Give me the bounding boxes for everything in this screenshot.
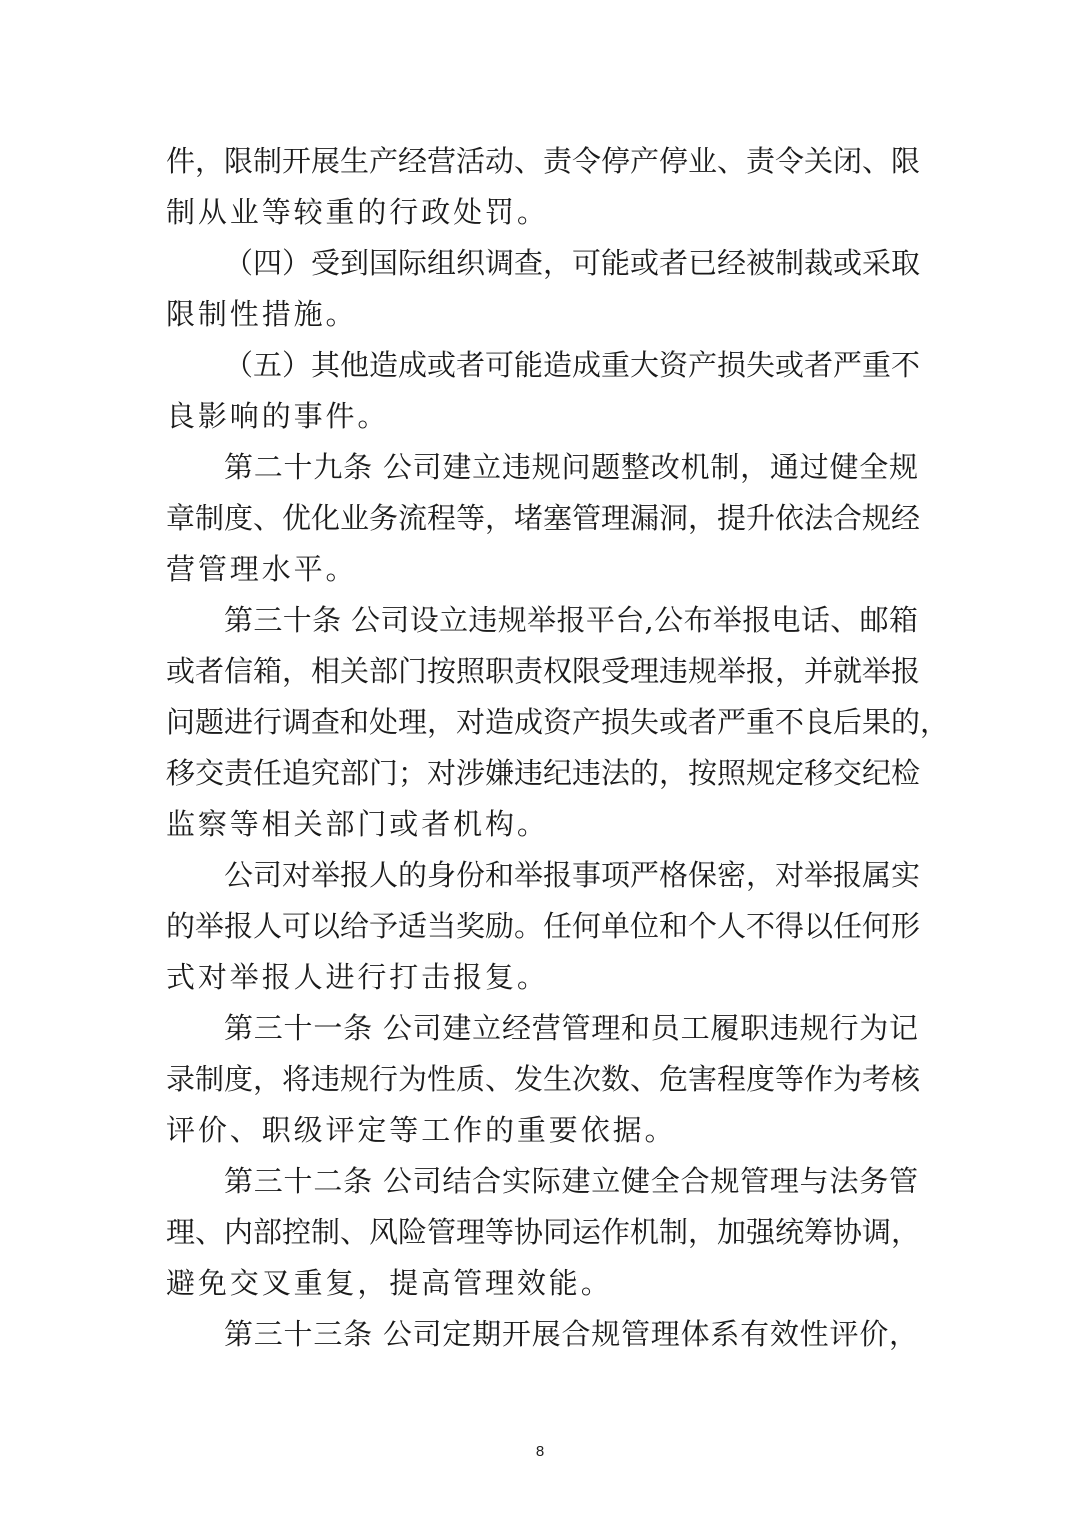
text-line-24: 第三十三条 公司定期开展合规管理体系有效性评价， <box>224 1317 918 1351</box>
text-line-17: 式对举报人进行打击报复。 <box>166 960 549 994</box>
text-line-21: 第三十二条 公司结合实际建立健全合规管理与法务管 <box>224 1164 918 1198</box>
text-line-10: 第三十条 公司设立违规举报平台,公布举报电话、邮箱 <box>224 603 918 637</box>
text-line-15: 公司对举报人的身份和举报事项严格保密，对举报属实 <box>224 858 921 892</box>
text-line-2: 制从业等较重的行政处罚。 <box>166 195 549 229</box>
text-line-7: 第二十九条 公司建立违规问题整改机制，通过健全规 <box>224 450 918 484</box>
text-line-6: 良影响的事件。 <box>166 399 390 433</box>
text-line-1: 件，限制开展生产经营活动、责令停产停业、责令关闭、限 <box>166 144 921 178</box>
text-line-16: 的举报人可以给予适当奖励。任何单位和个人不得以任何形 <box>166 909 921 943</box>
text-line-4: 限制性措施。 <box>166 297 358 331</box>
document-body <box>166 140 950 1364</box>
text-line-13: 移交责任追究部门；对涉嫌违纪违法的，按照规定移交纪检 <box>166 756 921 790</box>
text-line-23: 避免交叉重复，提高管理效能。 <box>166 1266 613 1300</box>
text-line-22: 理、内部控制、风险管理等协同运作机制，加强统筹协调， <box>166 1215 921 1249</box>
text-line-3: （四）受到国际组织调查，可能或者已经被制裁或采取 <box>224 246 921 280</box>
text-line-14: 监察等相关部门或者机构。 <box>166 807 549 841</box>
text-line-19: 录制度，将违规行为性质、发生次数、危害程度等作为考核 <box>166 1062 921 1096</box>
text-line-18: 第三十一条 公司建立经营管理和员工履职违规行为记 <box>224 1011 918 1045</box>
text-line-20: 评价、职级评定等工作的重要依据。 <box>166 1113 677 1147</box>
text-line-9: 营管理水平。 <box>166 552 358 586</box>
text-line-5: （五）其他造成或者可能造成重大资产损失或者严重不 <box>224 348 921 382</box>
text-line-8: 章制度、优化业务流程等，堵塞管理漏洞，提升依法合规经 <box>166 501 921 535</box>
page-number: 8 <box>535 1443 545 1460</box>
text-line-11: 或者信箱，相关部门按照职责权限受理违规举报，并就举报 <box>166 654 921 688</box>
text-line-12: 问题进行调查和处理，对造成资产损失或者严重不良后果的， <box>166 705 950 739</box>
